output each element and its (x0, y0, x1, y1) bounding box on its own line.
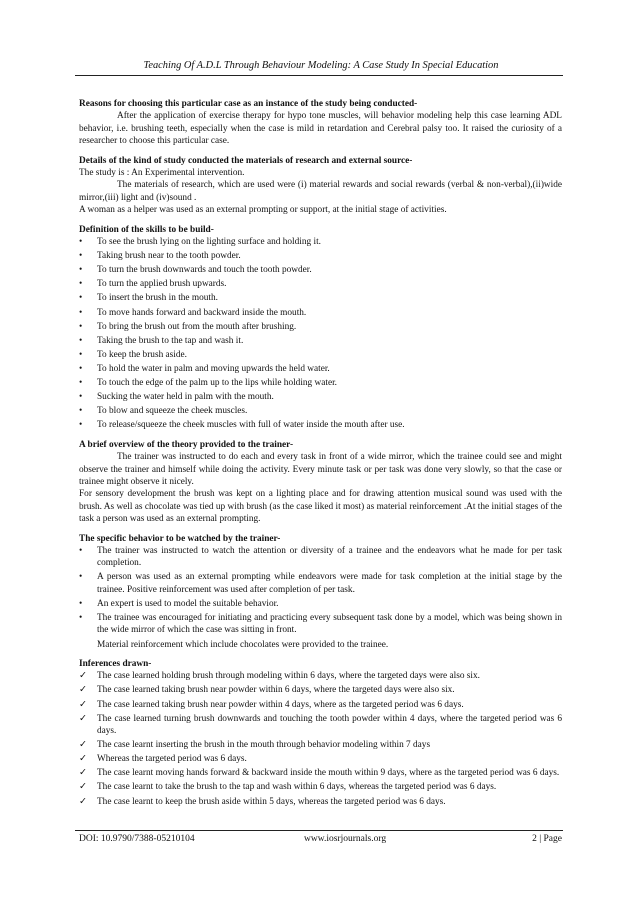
list-item (79, 321, 562, 333)
checkmark-icon: ✓ (79, 796, 87, 807)
list-item (79, 713, 562, 738)
list-continuation: Material reinforcement which include chocolates were provided to the trainee. (97, 639, 389, 650)
section-heading: Details of the kind of study conducted the materials of research and external source- (79, 155, 413, 166)
section-theory (79, 439, 562, 526)
paragraph: A woman as a helper was used as an external prompting or support, at the initial stage of activities. (79, 205, 447, 216)
list-item-text: The case learnt inserting the brush in the mouth through behavior modeling within 7 days (97, 740, 431, 751)
section-skills (79, 224, 562, 432)
list-item-text: The case learned holding brush through modeling within 6 days, where the targeted days were also six. (97, 671, 480, 682)
checkmark-icon: ✓ (79, 671, 87, 682)
section-details (79, 155, 562, 217)
section-heading: Inferences drawn- (79, 658, 152, 669)
list-item-text: The trainer was instructed to watch the attention or diversity of a trainee and the endeavors what he made for per task completion. (97, 545, 562, 569)
list-item-text: To see the brush lying on the lighting surface and holding it. (97, 237, 321, 248)
list-item (79, 250, 562, 262)
list-item (79, 781, 562, 793)
section-heading: The specific behavior to be watched by the trainer- (79, 533, 281, 544)
list-item (79, 292, 562, 304)
list-item-text: The case learnt moving hands forward & backward inside the mouth within 9 days, where as the targeted period was 6 days. (97, 768, 560, 779)
checkmark-icon: ✓ (79, 713, 87, 724)
checkmark-icon: ✓ (79, 699, 87, 710)
list-item (79, 699, 562, 711)
list-item (79, 571, 562, 596)
list-item-text: To touch the edge of the palm up to the lips while holding water. (97, 378, 337, 388)
checkmark-icon: ✓ (79, 685, 87, 696)
list-item-text: Sucking the water held in palm with the mouth. (97, 392, 274, 403)
list-item-text: The case learnt to keep the brush aside within 5 days, whereas the targeted period was 6 days. (97, 796, 446, 807)
bullet-icon: • (79, 279, 83, 290)
list-item-text: Whereas the targeted period was 6 days. (97, 754, 247, 765)
list-item (79, 684, 562, 696)
list-item (79, 796, 562, 808)
list-item (79, 377, 562, 389)
bullet-icon: • (79, 572, 83, 583)
list-item (79, 598, 562, 610)
skills-list (79, 236, 562, 432)
paragraph: The study is : An Experimental intervention. (79, 168, 245, 179)
bullet-icon: • (79, 265, 83, 276)
section-reasons (79, 98, 562, 148)
checkmark-icon: ✓ (79, 768, 87, 779)
bullet-icon: • (79, 406, 83, 417)
bullet-icon: • (79, 545, 83, 556)
list-item-text: The trainee was encouraged for initiating and practicing every subsequent task done by a model, which was being shown in the wide mirror of which the case was sitting in front. (97, 613, 562, 636)
checkmark-icon: ✓ (79, 754, 87, 765)
footer-rule (75, 830, 563, 831)
bullet-icon: • (79, 392, 83, 403)
checkmark-icon: ✓ (79, 782, 87, 793)
journal-url[interactable]: www.iosrjournals.org (304, 834, 387, 844)
section-heading: Reasons for choosing this particular case as an instance of the study being conducted- (79, 99, 418, 109)
bullet-icon: • (79, 251, 83, 262)
list-item-text: To turn the applied brush upwards. (97, 279, 227, 290)
list-item-text: To bring the brush out from the mouth after brushing. (97, 321, 297, 332)
list-item-text: The case learned taking brush near powder within 6 days, where the targeted days were also six. (97, 685, 455, 696)
list-item (79, 363, 562, 375)
bullet-icon: • (79, 321, 83, 332)
list-item-text: To blow and squeeze the cheek muscles. (97, 406, 248, 417)
paragraph: For sensory development the brush was kept on a lighting place and for drawing attention musical sound was used with the brush. As well as chocolate was tied up with brush (as the case liked it most) as material reinforcement .At the initial stages of the task a person was used as an external prompting. (79, 489, 562, 525)
page-number: 2 | Page (532, 834, 562, 844)
bullet-icon: • (79, 363, 83, 374)
list-item (79, 335, 562, 347)
checkmark-icon: ✓ (79, 740, 87, 751)
bullet-icon: • (79, 349, 83, 360)
list-item-text: The case learned turning brush downwards and touching the tooth powder within 4 days, where the targeted period was 6 days. (97, 713, 562, 737)
inferences-list (79, 670, 562, 808)
section-heading: A brief overview of the theory provided to the trainer- (79, 439, 294, 450)
list-item-text: A person was used as an external prompting while endeavors were made for task completion at the initial stage by the trainee. Positive reinforcement was used after completion of per task. (97, 572, 562, 595)
list-item (79, 405, 562, 417)
list-item (79, 278, 562, 290)
bullet-icon: • (79, 420, 83, 431)
list-item (79, 753, 562, 765)
list-item (79, 739, 562, 751)
bullet-icon: • (79, 237, 83, 248)
list-item (79, 391, 562, 403)
behavior-list (79, 545, 562, 637)
bullet-icon: • (79, 378, 83, 388)
list-item (79, 236, 562, 248)
list-item-text: Taking brush near to the tooth powder. (97, 251, 241, 262)
section-heading: Definition of the skills to be build- (79, 224, 214, 235)
list-item-text: The case learnt to take the brush to the tap and wash within 6 days, whereas the targeted period was 6 days. (97, 782, 497, 793)
bullet-icon: • (79, 613, 83, 624)
list-item (79, 767, 562, 779)
list-item-text: Taking the brush to the tap and wash it. (97, 335, 244, 346)
list-item (79, 545, 562, 570)
paragraph: After the application of exercise therapy for hypo tone muscles, will behavior modeling help this case learning ADL behavior, i.e. brushing teeth, especially when the case is mild in retardation and Cerebral palsy too. It raised the curiosity of a researcher to choose this particular case. (79, 111, 562, 147)
section-behavior (79, 533, 562, 651)
list-item-text: To move hands forward and backward inside the mouth. (97, 307, 307, 318)
running-title: Teaching Of A.D.L Through Behaviour Modeling: A Case Study In Special Education (143, 60, 499, 71)
list-item (79, 419, 562, 431)
list-item-text: To hold the water in palm and moving upwards the held water. (97, 363, 330, 374)
doi-text: DOI: 10.9790/7388-05210104 (79, 834, 195, 844)
bullet-icon: • (79, 598, 83, 609)
paragraph: The materials of research, which are used were (i) material rewards and social rewards (verbal & non-verbal),(ii)wide mirror,(iii) light and (iv)sound . (79, 180, 562, 203)
page-body (79, 98, 562, 815)
list-item-text: To turn the brush downwards and touch the tooth powder. (97, 265, 312, 276)
list-item-text: To release/squeeze the cheek muscles with full of water inside the mouth after use. (97, 420, 405, 431)
list-item (79, 612, 562, 637)
list-item-text: The case learned taking brush near powder within 4 days, where as the targeted period was 6 days. (97, 699, 464, 710)
list-item (79, 264, 562, 276)
list-item (79, 670, 562, 682)
bullet-icon: • (79, 307, 83, 318)
paragraph: The trainer was instructed to do each and every task in front of a wide mirror, which the trainee could see and might observe the trainer and himself while doing the activity. Every minute task or per task was done very slowly, so that the case or trainee might observe it nicely. (79, 452, 562, 487)
bullet-icon: • (79, 293, 83, 304)
bullet-icon: • (79, 335, 83, 346)
header-rule (75, 75, 563, 76)
list-item-text: An expert is used to model the suitable behavior. (97, 598, 279, 609)
list-item (79, 349, 562, 361)
section-inferences (79, 658, 562, 808)
list-item-text: To keep the brush aside. (97, 349, 187, 360)
list-item (79, 307, 562, 319)
list-item-text: To insert the brush in the mouth. (97, 293, 218, 304)
